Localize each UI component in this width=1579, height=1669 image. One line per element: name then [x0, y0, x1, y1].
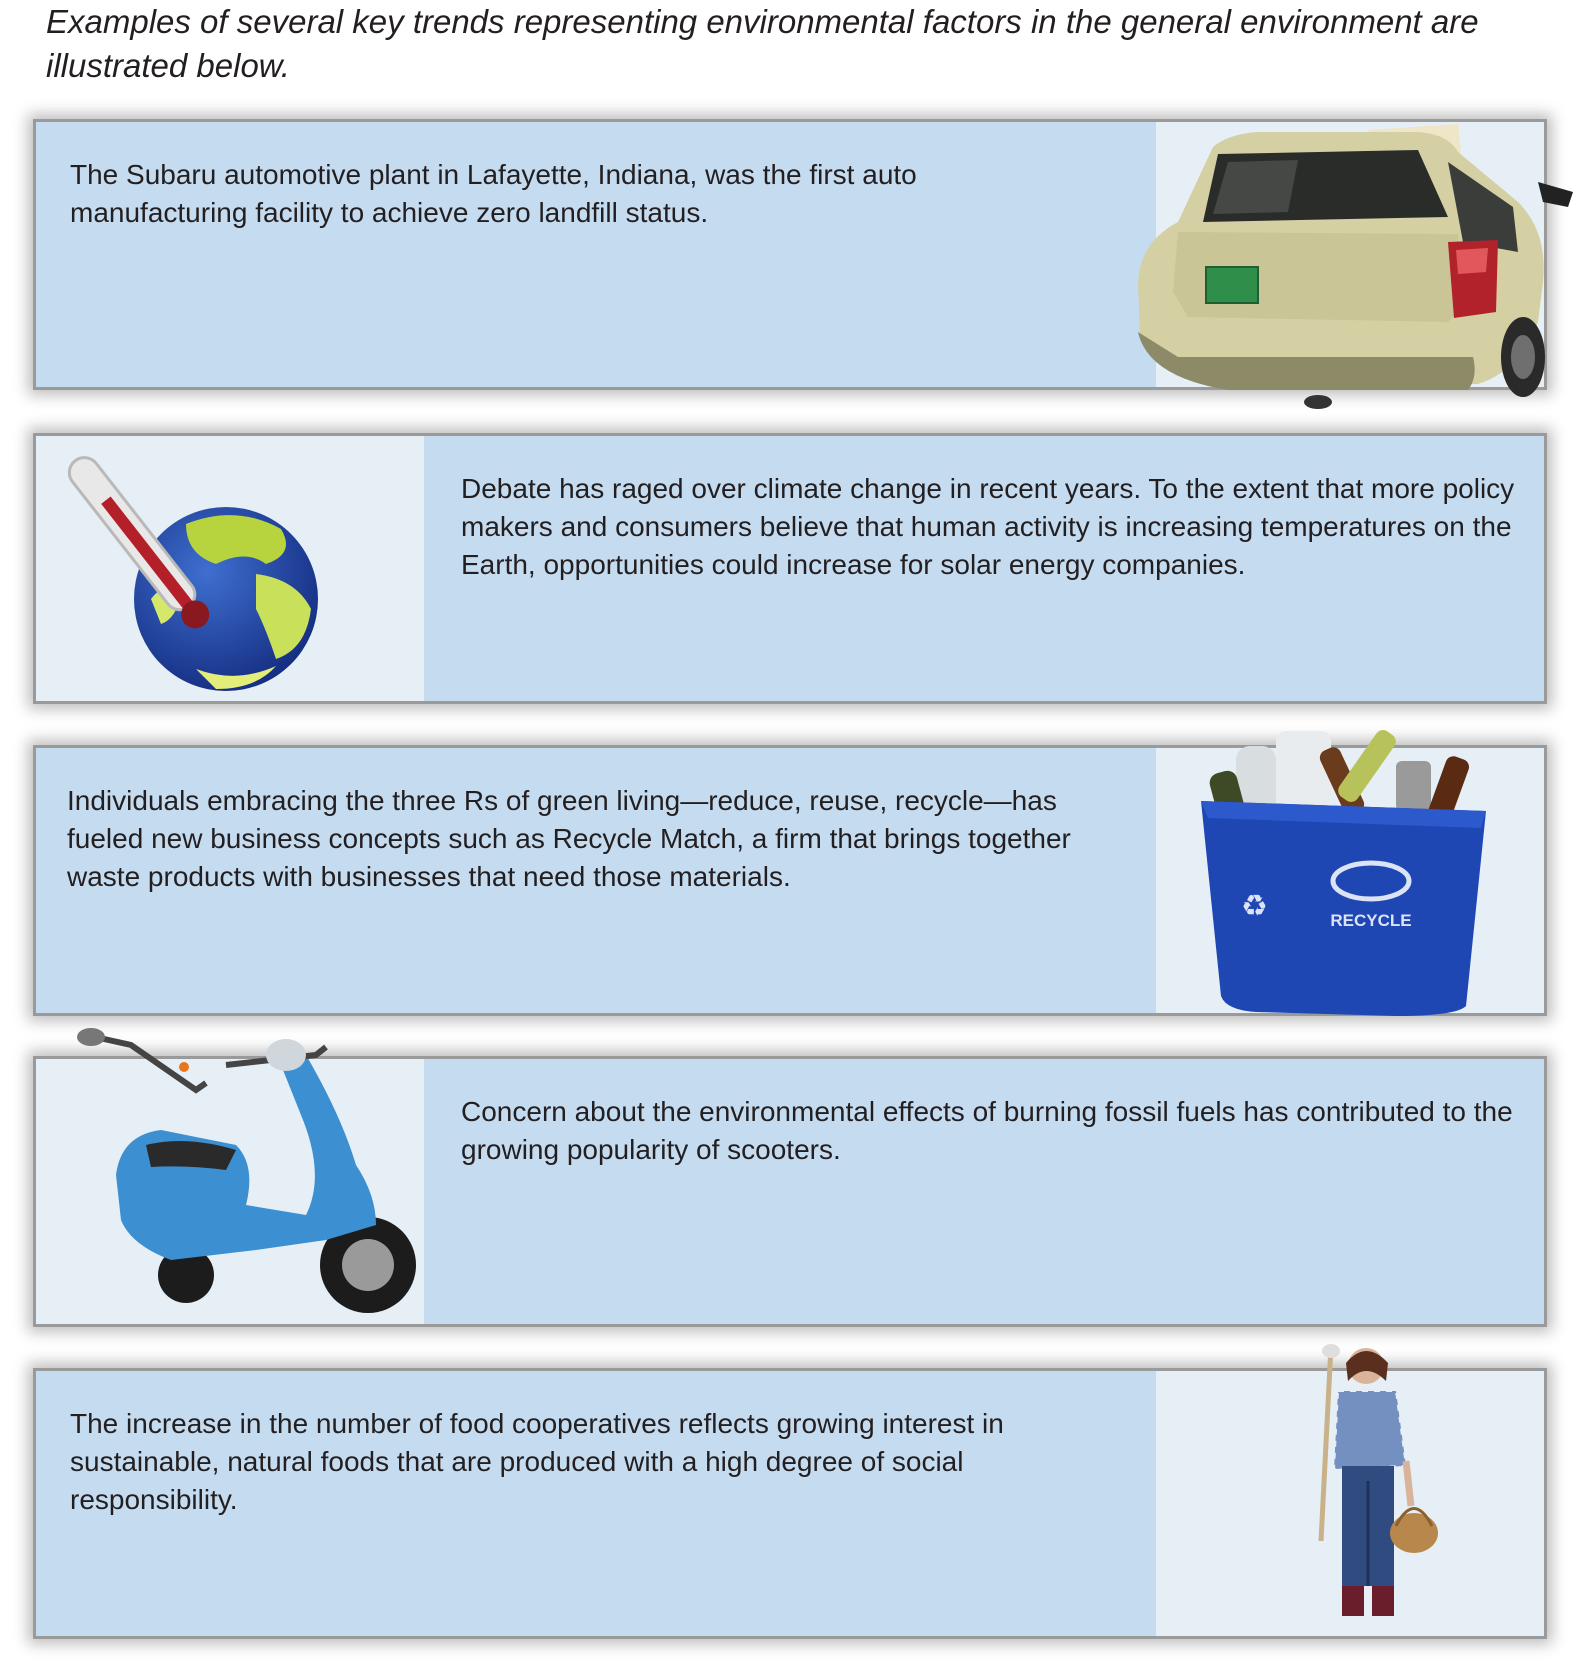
panel-three-rs — [36, 748, 1544, 1013]
panel-text: The Subaru automotive plant in Lafayette, Indiana, was the first auto manufacturing facility to achieve zero landfill status. — [70, 159, 917, 228]
recycle-bin-label: RECYCLE — [1330, 911, 1412, 930]
panel-scooters — [36, 1059, 1544, 1324]
panel-text: Concern about the environmental effects of burning fossil fuels has contributed to the growing popularity of scooters. — [461, 1096, 1513, 1165]
recycle-bin-image — [1196, 716, 1536, 1016]
globe-thermometer-image — [66, 404, 376, 704]
station-wagon-car-image — [1118, 122, 1579, 422]
woman-with-basket-image — [1296, 1341, 1456, 1636]
panel-text: The increase in the number of food cooperatives reflects growing interest in sustainable, natural foods that are produced with a high degree of social responsibility. — [70, 1408, 1004, 1515]
svg-text:♻: ♻ — [1241, 889, 1268, 924]
scooter-image — [76, 1025, 436, 1325]
panel-climate-change — [36, 436, 1544, 701]
panel-text: Individuals embracing the three Rs of green living—reduce, reuse, recycle—has fueled new business concepts such as Recycle Match, a firm that brings together waste products with businesses that need those materials. — [67, 785, 1071, 892]
panel-zero-landfill — [36, 122, 1544, 387]
panel-food-cooperatives — [36, 1371, 1544, 1636]
panel-text: Debate has raged over climate change in recent years. To the extent that more policy makers and consumers believe that human activity is increasing temperatures on the Earth, opportunities could increase for solar energy companies. — [461, 473, 1515, 580]
intro-text: Examples of several key trends representing environmental factors in the general environment are illustrated below. — [46, 3, 1479, 84]
